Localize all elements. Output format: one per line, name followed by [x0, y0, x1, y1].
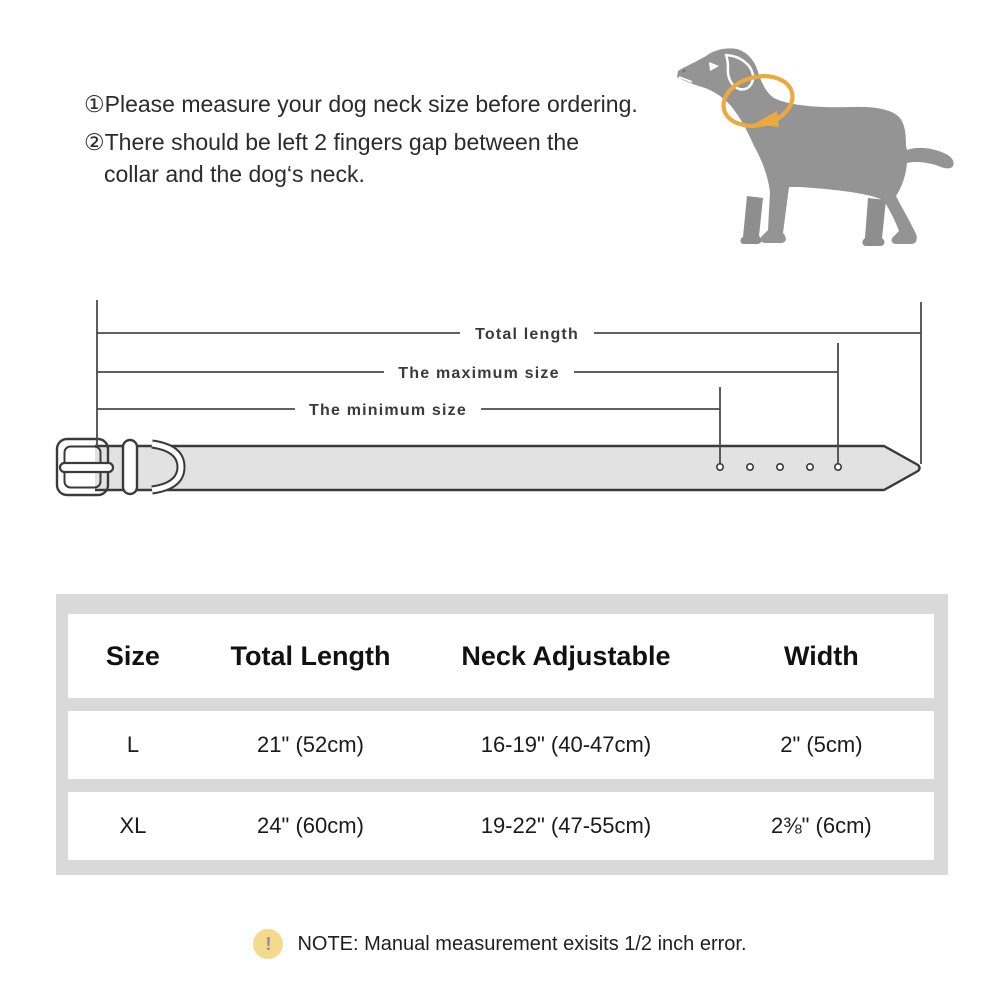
exclamation-icon: ! — [253, 929, 283, 959]
header-width: Width — [784, 640, 859, 671]
measurement-diagram-svg — [0, 280, 1000, 520]
buckle-keeper — [123, 440, 137, 494]
cell-width: 2" (5cm) — [780, 732, 863, 757]
cell-size: XL — [119, 813, 147, 838]
size-table-header-row — [68, 614, 934, 698]
cell-size: L — [126, 732, 140, 757]
cell-total-length: 21" (52cm) — [257, 732, 364, 757]
collar-hole — [717, 464, 723, 470]
dog-nostril — [683, 70, 686, 73]
cell-neck-adjustable: 16-19" (40-47cm) — [480, 732, 652, 757]
collar-hole — [807, 464, 813, 470]
measurement-note — [0, 926, 1000, 962]
minimum-size-label: The minimum size — [309, 402, 467, 419]
collar-hole — [835, 464, 841, 470]
measurement-diagram — [0, 280, 1000, 520]
dog-illustration — [630, 20, 990, 270]
collar-strap — [95, 446, 920, 490]
dog-silhouette-svg — [630, 20, 990, 270]
maximum-size-label: The maximum size — [398, 365, 560, 382]
dog-far-front-leg — [740, 196, 763, 244]
header-total-length: Total Length — [230, 640, 391, 671]
cell-neck-adjustable: 19-22" (47-55cm) — [480, 813, 652, 838]
measuring-instructions — [84, 88, 704, 190]
cell-width: 2⅜" (6cm) — [771, 813, 872, 838]
instruction-2-line1: ②There should be left 2 fingers gap between the — [84, 129, 579, 155]
instruction-2-line2: collar and the dog‘s neck. — [104, 161, 365, 187]
dog-silhouette — [677, 48, 954, 244]
note-text: NOTE: Manual measurement exisits 1/2 inch error. — [297, 932, 747, 955]
dog-far-hind-leg — [862, 198, 886, 246]
measurement-lines — [97, 300, 921, 464]
table-row — [68, 711, 934, 779]
collar-hole — [777, 464, 783, 470]
total-length-label: Total length — [475, 326, 579, 343]
buckle-prong — [60, 463, 113, 472]
cell-total-length: 24" (60cm) — [257, 813, 364, 838]
size-table — [56, 594, 948, 875]
header-neck-adjustable: Neck Adjustable — [461, 640, 671, 671]
table-row — [68, 792, 934, 860]
header-size: Size — [105, 640, 160, 671]
collar-hole — [747, 464, 753, 470]
instruction-1: ①Please measure your dog neck size before ordering. — [84, 91, 638, 117]
